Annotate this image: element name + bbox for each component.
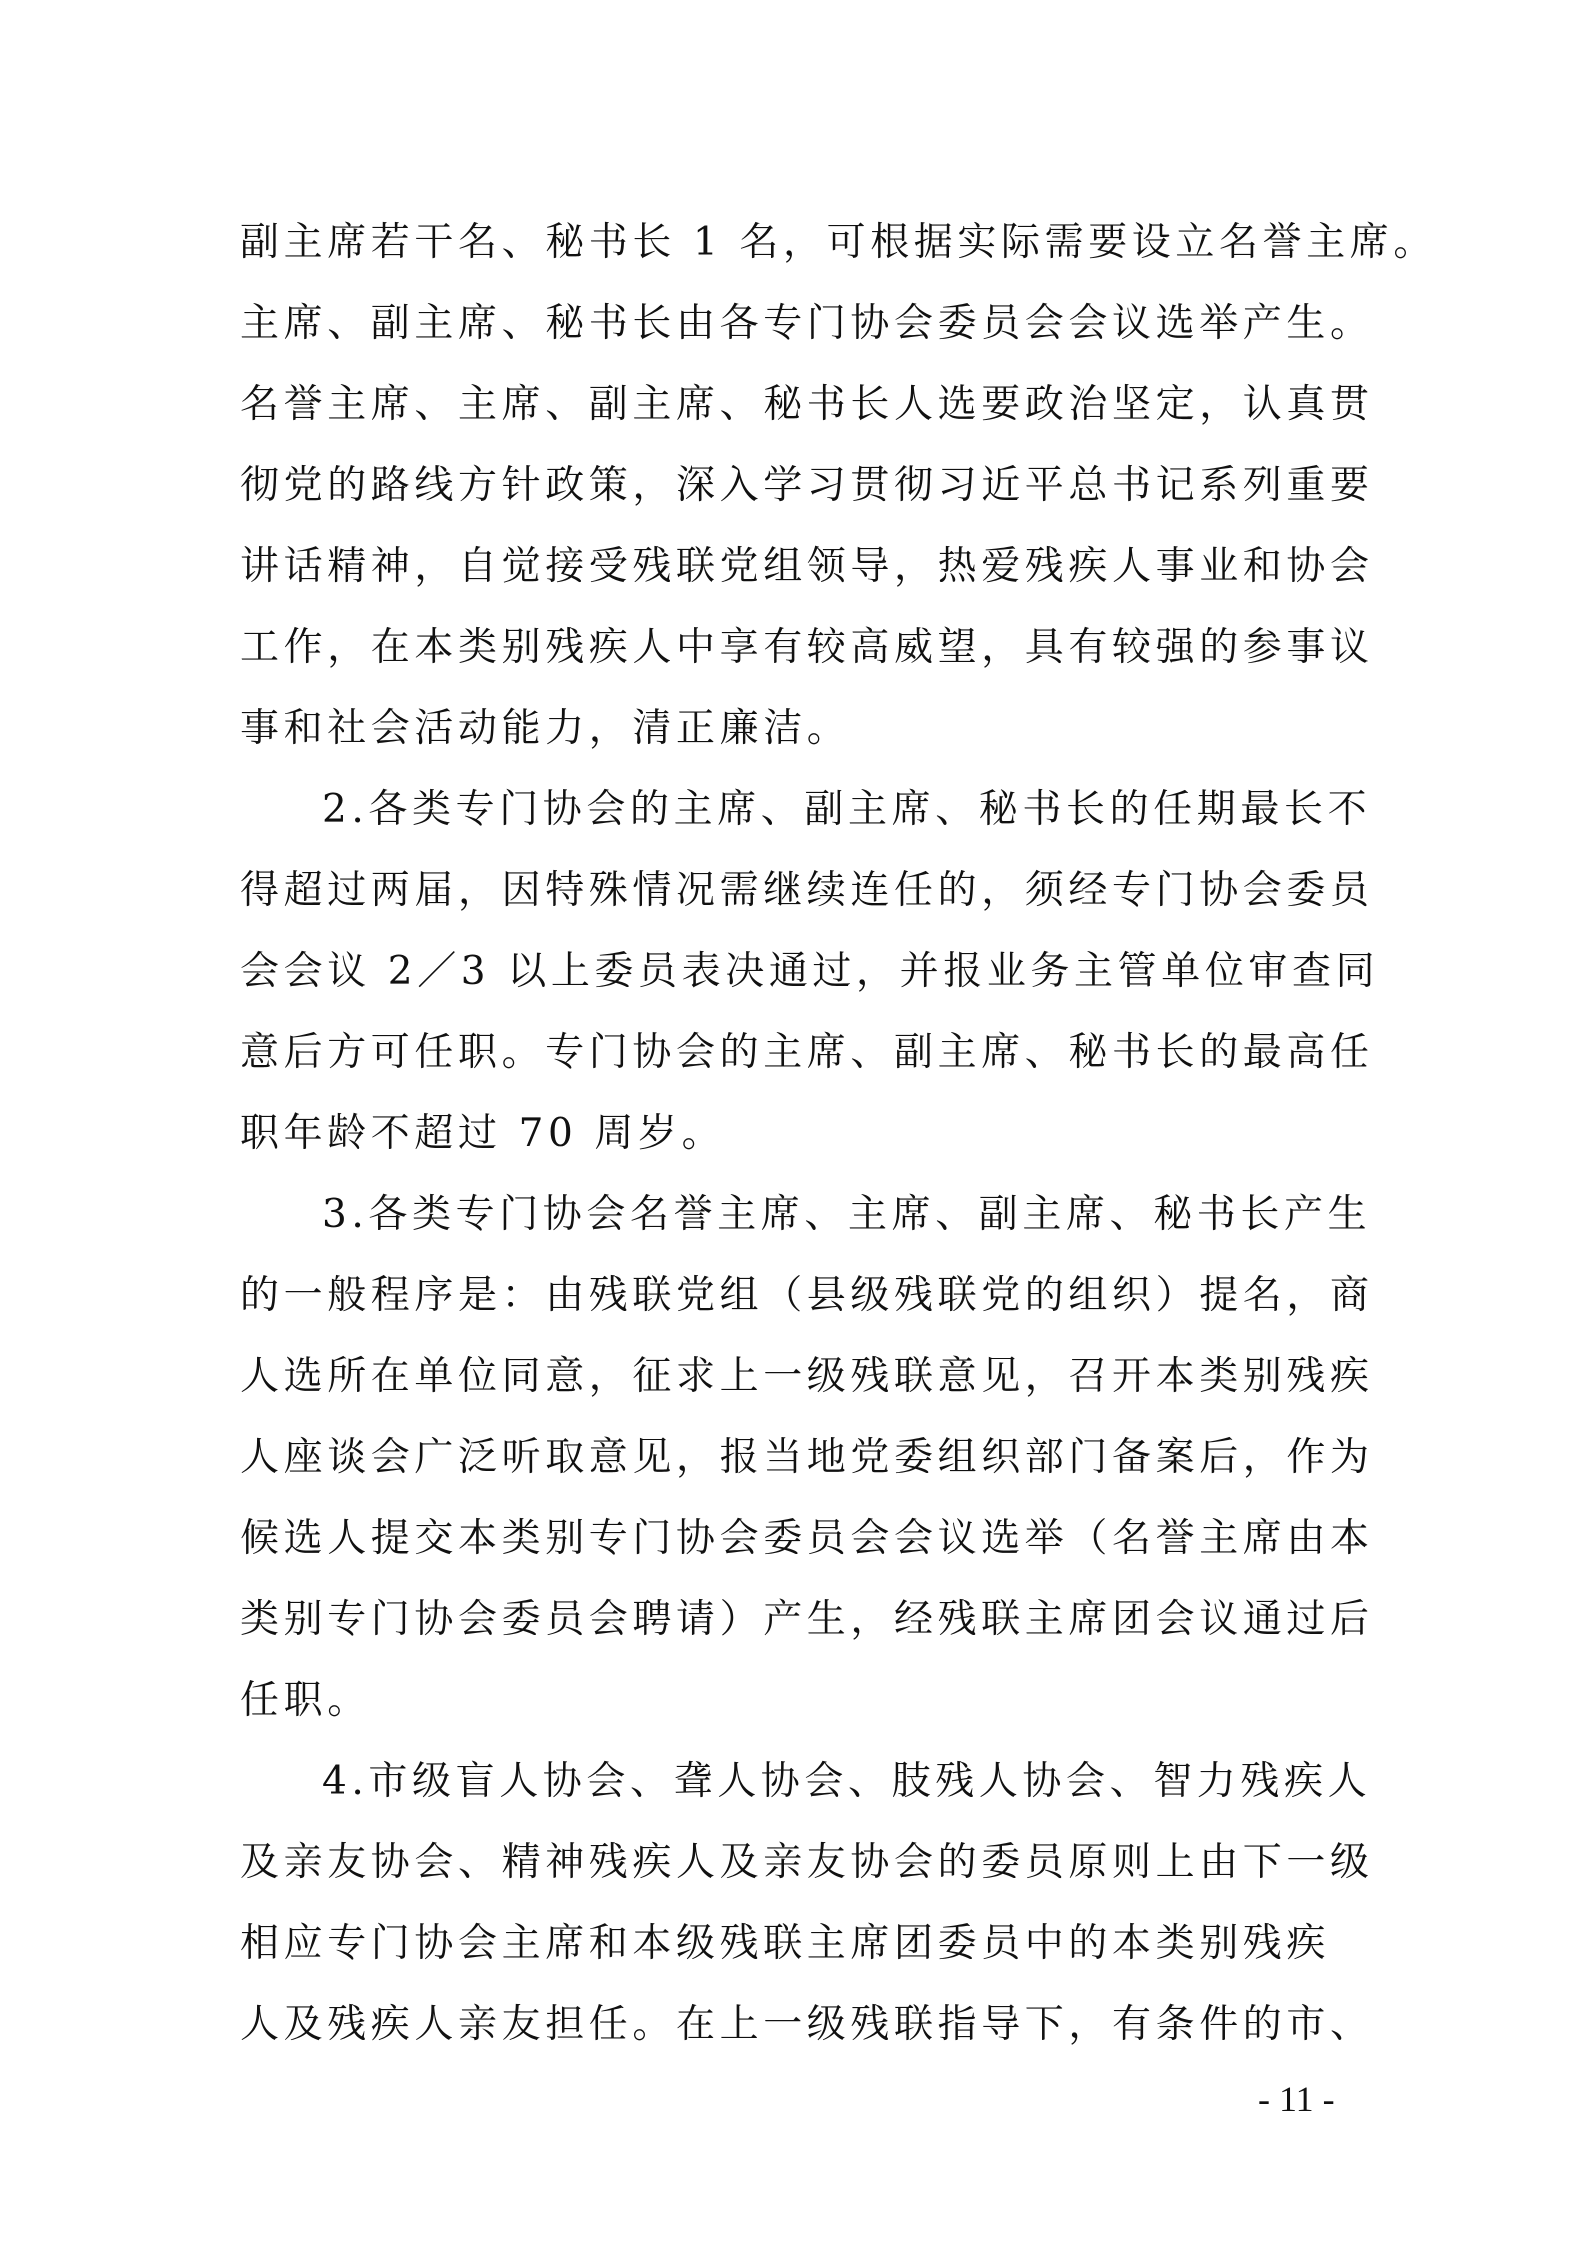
paragraph-3-first-line: 3.各类专门协会名誉主席、主席、副主席、秘书长产生 (322, 1192, 1372, 1237)
text-line: 任职。 (240, 1678, 371, 1723)
page-number: - 11 - (1258, 2079, 1335, 2119)
text-line: 会会议 2／3 以上委员表决通过，并报业务主管单位审查同 (240, 949, 1380, 994)
text-line: 副主席若干名、秘书长 1 名，可根据实际需要设立名誉主席。 (240, 220, 1438, 265)
text-line: 及亲友协会、精神残疾人及亲友协会的委员原则上由下一级 (240, 1840, 1374, 1885)
text-line: 意后方可任职。专门协会的主席、副主席、秘书长的最高任 (240, 1030, 1374, 1075)
text-line: 人及残疾人亲友担任。在上一级残联指导下，有条件的市、 (240, 2002, 1374, 2047)
text-line: 讲话精神，自觉接受残联党组领导，热爱残疾人事业和协会 (240, 544, 1374, 589)
text-line: 相应专门协会主席和本级残联主席团委员中的本类别残疾 (240, 1921, 1331, 1966)
text-line: 候选人提交本类别专门协会委员会会议选举（名誉主席由本 (240, 1516, 1374, 1561)
text-line: 彻党的路线方针政策，深入学习贯彻习近平总书记系列重要 (240, 463, 1374, 508)
text-line: 工作，在本类别残疾人中享有较高威望，具有较强的参事议 (240, 625, 1374, 670)
text-line: 主席、副主席、秘书长由各专门协会委员会会议选举产生。 (240, 301, 1374, 346)
text-line: 的一般程序是：由残联党组（县级残联党的组织）提名，商 (240, 1273, 1374, 1318)
paragraph-4-first-line: 4.市级盲人协会、聋人协会、肢残人协会、智力残疾人 (322, 1759, 1372, 1804)
text-line: 事和社会活动能力，清正廉洁。 (240, 706, 851, 751)
text-line: 得超过两届，因特殊情况需继续连任的，须经专门协会委员 (240, 868, 1374, 913)
text-line: 名誉主席、主席、副主席、秘书长人选要政治坚定，认真贯 (240, 382, 1374, 427)
text-line: 职年龄不超过 70 周岁。 (240, 1111, 726, 1156)
text-line: 人选所在单位同意，征求上一级残联意见，召开本类别残疾 (240, 1354, 1374, 1399)
paragraph-2-first-line: 2.各类专门协会的主席、副主席、秘书长的任期最长不 (322, 787, 1372, 832)
text-line: 类别专门协会委员会聘请）产生，经残联主席团会议通过后 (240, 1597, 1374, 1642)
text-line: 人座谈会广泛听取意见，报当地党委组织部门备案后，作为 (240, 1435, 1374, 1480)
